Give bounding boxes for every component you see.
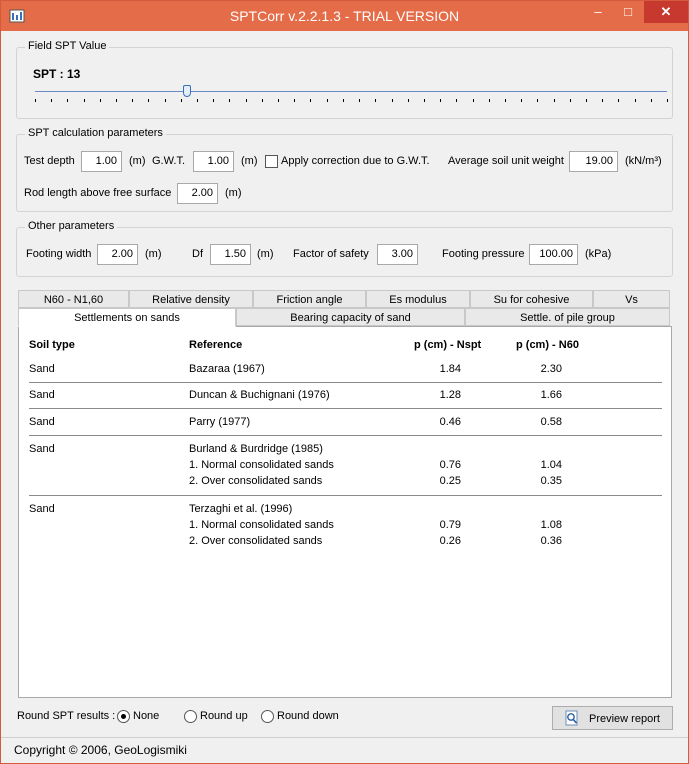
test-depth-unit: (m) <box>129 155 146 167</box>
test-depth-input[interactable]: 1.00 <box>81 151 122 172</box>
slider-tick <box>618 99 619 102</box>
tab-relative-density[interactable]: Relative density <box>129 290 253 308</box>
row-duncan-ref: Duncan & Buchignani (1976) <box>189 389 330 401</box>
slider-tick <box>586 99 587 102</box>
tab-friction-angle[interactable]: Friction angle <box>253 290 366 308</box>
slider-tick <box>278 99 279 102</box>
slider-tick <box>229 99 230 102</box>
slider-tick <box>570 99 571 102</box>
row-burland-sub2: 2. Over consolidated sands <box>189 475 323 487</box>
gwt-label: G.W.T. <box>152 155 185 167</box>
rod-length-unit: (m) <box>225 187 242 199</box>
slider-tick <box>181 99 182 102</box>
row-terzaghi-sub1-n60: 1.08 <box>540 519 562 531</box>
slider-tick <box>327 99 328 102</box>
minimize-button[interactable]: – <box>594 4 602 19</box>
close-button[interactable]: ✕ <box>644 1 688 23</box>
tab-bearing-capacity[interactable]: Bearing capacity of sand <box>236 308 465 326</box>
slider-tick <box>213 99 214 102</box>
footing-pressure-label: Footing pressure <box>442 248 525 260</box>
unit-weight-unit: (kN/m³) <box>625 155 662 167</box>
row-terzaghi-sub1-nspt: 0.79 <box>439 519 461 531</box>
slider-tick <box>246 99 247 102</box>
row-bazaraa-soil: Sand <box>29 363 55 375</box>
header-nspt: p (cm) - Nspt <box>414 339 482 351</box>
spt-params-group <box>16 127 673 212</box>
round-label: Round SPT results : <box>17 710 116 722</box>
row-burland-sub1: 1. Normal consolidated sands <box>189 459 334 471</box>
unit-weight-label: Average soil unit weight <box>448 155 564 167</box>
slider-tick <box>294 99 295 102</box>
row-parry-n60: 0.58 <box>540 416 562 428</box>
df-input[interactable]: 1.50 <box>210 244 251 265</box>
slider-tick <box>67 99 68 102</box>
rod-length-label: Rod length above free surface <box>24 187 172 199</box>
tab-n60[interactable]: N60 - N1,60 <box>18 290 129 308</box>
round-up-label[interactable]: Round up <box>200 710 248 722</box>
preview-icon <box>564 710 580 726</box>
copyright-text: Copyright © 2006, GeoLogismiki <box>14 743 187 757</box>
slider-tick <box>375 99 376 102</box>
factor-safety-label: Factor of safety <box>293 248 369 260</box>
row-burland-soil: Sand <box>29 443 55 455</box>
tab-vs[interactable]: Vs <box>593 290 670 308</box>
slider-tick <box>554 99 555 102</box>
footing-pressure-unit: (kPa) <box>585 248 612 260</box>
slider-tick <box>408 99 409 102</box>
row-terzaghi-sub1: 1. Normal consolidated sands <box>189 519 334 531</box>
status-bar <box>1 737 688 763</box>
slider-tick <box>35 99 36 102</box>
slider-tick <box>440 99 441 102</box>
row-duncan-soil: Sand <box>29 389 55 401</box>
slider-tick <box>602 99 603 102</box>
round-down-label[interactable]: Round down <box>277 710 339 722</box>
slider-tick <box>116 99 117 102</box>
row-burland-sub2-nspt: 0.25 <box>439 475 461 487</box>
row-burland-sub1-n60: 1.04 <box>540 459 562 471</box>
slider-thumb[interactable] <box>183 85 191 97</box>
row-separator <box>29 435 662 436</box>
slider-tick <box>489 99 490 102</box>
settlements-panel <box>18 326 672 698</box>
slider-tick <box>148 99 149 102</box>
footing-width-input[interactable]: 2.00 <box>97 244 138 265</box>
preview-report-label: Preview report <box>589 713 660 725</box>
row-duncan-nspt: 1.28 <box>439 389 461 401</box>
rod-length-input[interactable]: 2.00 <box>177 183 218 204</box>
field-spt-legend: Field SPT Value <box>25 40 109 52</box>
header-n60: p (cm) - N60 <box>516 339 579 351</box>
slider-tick <box>343 99 344 102</box>
apply-correction-checkbox[interactable] <box>265 155 278 168</box>
slider-tick <box>505 99 506 102</box>
df-unit: (m) <box>257 248 274 260</box>
apply-correction-label: Apply correction due to G.W.T. <box>281 155 430 167</box>
round-none-radio[interactable] <box>117 710 130 723</box>
row-terzaghi-soil: Sand <box>29 503 55 515</box>
row-duncan-n60: 1.66 <box>540 389 562 401</box>
row-burland-sub2-n60: 0.35 <box>540 475 562 487</box>
window-title: SPTCorr v.2.2.1.3 - TRIAL VERSION <box>229 8 460 24</box>
slider-tick <box>100 99 101 102</box>
slider-tick <box>132 99 133 102</box>
slider-tick <box>473 99 474 102</box>
tab-settlements-sands[interactable]: Settlements on sands <box>18 308 236 327</box>
other-params-legend: Other parameters <box>25 220 117 232</box>
row-bazaraa-n60: 2.30 <box>540 363 562 375</box>
row-burland-ref: Burland & Burdridge (1985) <box>189 443 323 455</box>
row-bazaraa-nspt: 1.84 <box>439 363 461 375</box>
gwt-unit: (m) <box>241 155 258 167</box>
maximize-button[interactable]: □ <box>624 4 632 19</box>
factor-safety-input[interactable]: 3.00 <box>377 244 418 265</box>
slider-tick <box>456 99 457 102</box>
tab-settle-pile-group[interactable]: Settle. of pile group <box>465 308 670 326</box>
row-bazaraa-ref: Bazaraa (1967) <box>189 363 265 375</box>
header-reference: Reference <box>189 339 243 351</box>
slider-tick <box>84 99 85 102</box>
row-parry-soil: Sand <box>29 416 55 428</box>
unit-weight-input[interactable]: 19.00 <box>569 151 618 172</box>
footing-width-label: Footing width <box>26 248 92 260</box>
spt-slider[interactable] <box>31 83 671 107</box>
slider-tick <box>667 99 668 102</box>
row-terzaghi-sub2-nspt: 0.26 <box>439 535 461 547</box>
preview-report-button[interactable] <box>552 706 673 730</box>
tab-su-cohesive[interactable]: Su for cohesive <box>470 290 593 308</box>
row-burland-sub1-nspt: 0.76 <box>439 459 461 471</box>
slider-tick <box>310 99 311 102</box>
row-separator <box>29 382 662 383</box>
slider-tick <box>165 99 166 102</box>
round-none-label[interactable]: None <box>133 710 160 722</box>
slider-tick <box>51 99 52 102</box>
slider-tick <box>197 99 198 102</box>
round-up-radio[interactable] <box>184 710 197 723</box>
footing-pressure-input[interactable]: 100.00 <box>529 244 578 265</box>
slider-tick <box>651 99 652 102</box>
spt-value-label: SPT : 13 <box>33 67 81 81</box>
row-separator <box>29 408 662 409</box>
spt-params-legend: SPT calculation parameters <box>25 127 166 139</box>
slider-tick <box>392 99 393 102</box>
row-terzaghi-sub2: 2. Over consolidated sands <box>189 535 323 547</box>
slider-tick <box>635 99 636 102</box>
slider-tick <box>359 99 360 102</box>
row-terzaghi-sub2-n60: 0.36 <box>540 535 562 547</box>
slider-tick <box>521 99 522 102</box>
row-parry-nspt: 0.46 <box>439 416 461 428</box>
test-depth-label: Test depth <box>24 155 75 167</box>
round-down-radio[interactable] <box>261 710 274 723</box>
header-soil-type: Soil type <box>29 339 75 351</box>
row-parry-ref: Parry (1977) <box>189 416 251 428</box>
tab-es-modulus[interactable]: Es modulus <box>366 290 470 308</box>
gwt-input[interactable]: 1.00 <box>193 151 234 172</box>
slider-tick <box>537 99 538 102</box>
slider-tick <box>424 99 425 102</box>
footing-width-unit: (m) <box>145 248 162 260</box>
slider-tick <box>262 99 263 102</box>
slider-track <box>35 91 667 92</box>
row-terzaghi-ref: Terzaghi et al. (1996) <box>189 503 293 515</box>
df-label: Df <box>192 248 203 260</box>
title-bar[interactable] <box>1 1 688 31</box>
row-separator <box>29 495 662 496</box>
